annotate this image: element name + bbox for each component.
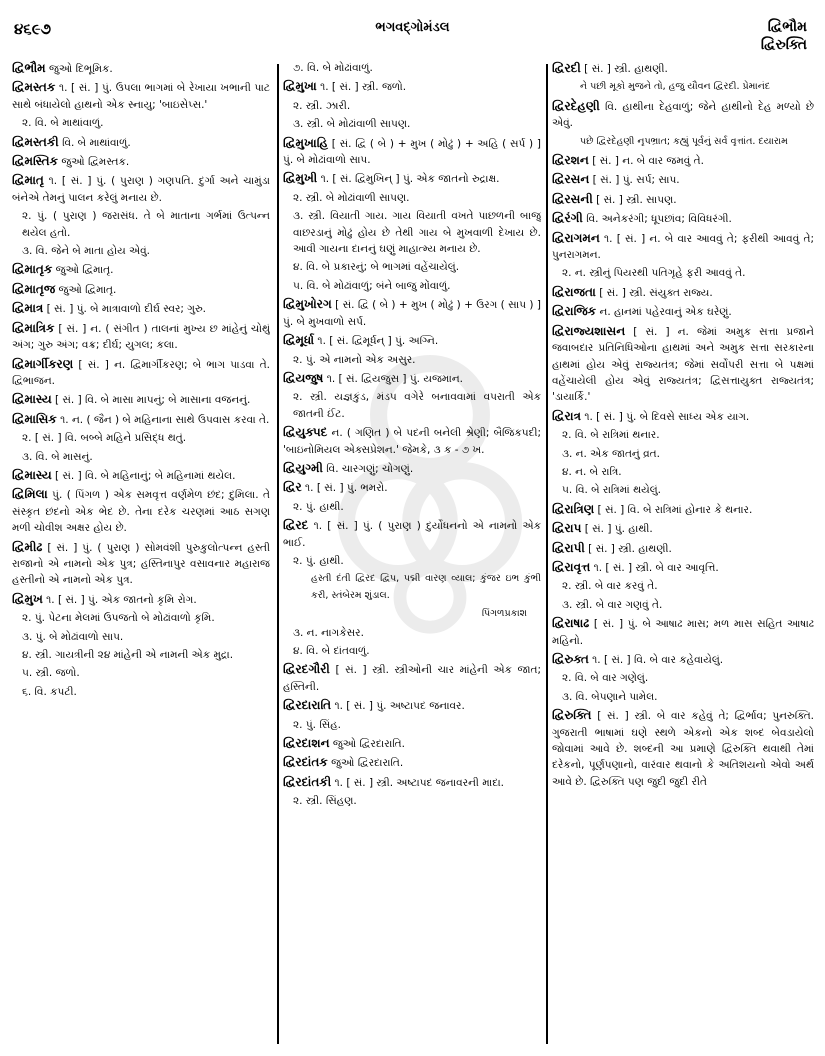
entry-text: ૨. [ સં. ] વિ. બબ્બે મહિને પ્રસિદ્ધ થતું. [22,432,187,445]
entry-sense [283,717,541,733]
entry-text: [ સં. ] સ્ત્રી. સાપણ. [592,193,677,206]
entry-sense [283,98,541,114]
entry-text: ૪. વિ. બે પ્રકારનું; બે ભાગમાં વહેંચાયેલું. [293,261,460,274]
headword: દ્વિયુક્પદ [283,425,328,440]
entry-sense [12,610,270,626]
entry-text: ૨. પું. સિંહ. [293,718,342,731]
column-middle [283,60,541,1050]
dictionary-entry [552,60,814,77]
entry-text: ૧. [ સં. ] પું. એક જાતનો કૃમિ રોગ. [42,593,197,606]
entry-text: [ સં. ] સ્ત્રી. સ્ત્રીઓની ચાર માંહેની એક જાત; હસ્તિની. [283,664,541,693]
entry-text: ૨. પું. હાથી. [293,554,344,567]
dictionary-entry [283,424,541,458]
entry-text: ૧. [ સં. ] પું. અષ્ટાપદ જનાવર. [331,700,465,713]
headword: દ્વિરદગૌરી [283,662,330,677]
dictionary-entry [12,411,270,428]
entry-sense [12,647,270,663]
entry-text: [ સં. ] ન. જેમાં અમુક સત્તા પ્રજાને જવાબદાર પ્રતિનિધિઓના હાથમાં અને અમુક સત્તા સરકારના હાથમાં હોય એવું રાજ્યતંત્ર; જેમાં સર્વોપરી સત્તા બે પક્ષમાં વહેંચાયેલી હોય એવું રાજ્યતંત્ર; દ્વિસત્તાયુક્ત રાજ્યતંત્ર; 'ડાયાર્કિ.' [552,325,814,404]
entry-text: ૩. સ્ત્રી. બે વાર ગણવું તે. [562,598,663,611]
entry-sense [12,115,270,131]
entry-text: [ સં. ] વિ. બે રાત્રિમાં હોનાર કે થનાર. [594,503,753,516]
dictionary-entry [12,391,270,408]
dictionary-entry [12,134,270,151]
headword: દ્વિમાસિક [12,411,57,426]
entry-sense [552,670,814,686]
dictionary-entry [283,78,541,95]
entry-text: ૨. વિ. બે વાર ગણેલું. [562,672,649,685]
headword: દ્વિમાતૃજ [12,281,56,296]
entry-text: ૨. સ્ત્રી. યજ્ઞકુંડ, મંડપ વગેરે બનાવવામાં વપરાતી એક જાતની ઈંટ. [293,391,541,420]
entry-text: ૩. પું. બે મોઢાંવાળો સાપ. [22,630,124,643]
entry-text: ૬. વિ. કપટી. [22,685,77,698]
entry-text: [ સં. ] સ્ત્રી. હાથણી. [584,542,672,555]
entry-sense [12,629,270,645]
dictionary-entry [12,356,270,390]
headword: દ્વિરાવૃત્ત [552,559,591,574]
entry-text: [ સં. દ્વિ ( બે ) + મુખ ( મોઢું ) + અહિ ( સર્પ ) ] પું. બે મોઢાંવાળો સાપ. [283,137,541,167]
headword: દ્વિમૂર્ધા [283,333,315,348]
dictionary-entry [552,152,814,169]
entry-text: વિ. અનેકરંગી; ધૂપછાંવ; વિવિધરંગી. [582,213,732,226]
headword: દ્વિમાતૃ [12,173,44,188]
dictionary-entry [283,774,541,791]
headword: દ્વિરદ [283,518,309,533]
dictionary-entry [283,460,541,477]
entry-text: વિ. ચારગણું; ચોગણું. [322,462,414,475]
guide-word-bottom: દ્વિરુક્તિ [760,37,807,53]
entry-text: ૩. વિ. બે માસનું. [22,450,93,463]
entry-text: [ સં. ] પું. બે આષાઢ માસ; મળ માસ સહિત આષાઢ મહિનો. [552,618,814,647]
entry-text: [ સં. ] પું. બે માત્રાવાળો દીર્ઘ સ્વર; ગુરુ. [43,303,207,316]
quotation [552,79,814,95]
entry-sense [283,208,541,257]
entry-text: ૧. ન. ( જૈન ) બે મહિનાના સાથે ઉપવાસ કરવા તે. [56,413,270,426]
dictionary-entry [552,284,814,301]
column-rule [546,64,548,1044]
headword: દ્વિરુક્ત [552,652,589,666]
headword: દ્વિમાત્રિક [12,320,55,335]
entry-text: ૧. [ સં. ] પું. ભમરો. [301,482,388,495]
entry-text: ૧. [ સં. ] સ્ત્રી. અષ્ટાપદ જનાવરની માદા. [331,776,504,789]
headword: દ્વિરાપી [552,540,585,555]
entry-text: ૫. સ્ત્રી. જળો. [22,667,80,680]
entry-text: જુઓ દ્વિરદારાતિ. [329,738,405,751]
page-number: ૪૬૯૭ [14,20,52,38]
dictionary-entry [283,296,541,330]
headword: દ્વિમાસ્ય [12,467,52,482]
entry-sense [283,278,541,294]
entry-sense [283,116,541,132]
dictionary-entry [552,408,814,425]
entry-sense [552,446,814,462]
entry-text: ન. ( ગણિત ) બે પદની બનેલી શ્રેણી; બૈજિકપદી; 'બાઇનોમિયલ એક્સપ્રેશન.' જેમકે, ૩ ક - ૭ ખ. [283,427,541,456]
entry-text: ૫. વિ. બે રાત્રિમાં થયેલું. [562,484,662,497]
dictionary-entry [552,210,814,227]
entry-sense [552,427,814,443]
entry-sense [552,597,814,613]
entry-text: ૪. સ્ત્રી. ગાયત્રીની ૨૪ માંહેની એ નામની એક મુદ્રા. [22,649,234,661]
headword: દ્વિરદાંતકી [283,774,332,789]
dictionary-entry [12,486,270,536]
headword: દ્વિમુખ [12,591,43,606]
entry-text: [ સં. દ્વિ ( બે ) + મુખ ( મોઢું ) + ઉરગ ( સાપ ) ] પું. બે મુખવાળો સર્પ. [283,299,541,328]
headword: દ્વિરસની [552,191,593,206]
headword: દ્વિરાજતા [552,284,596,299]
column-rule [277,64,279,1044]
guide-words [761,18,807,54]
entry-text: [ સં. ] પું. સર્પ; સાપ. [589,174,680,187]
entry-text: ૨. વિ. બે રાત્રિમાં થનાર. [562,429,660,442]
entry-text: [ સં. ] વિ. બે મહિનાનું; બે મહિનામાં થયેલ. [51,469,236,482]
quotation [283,571,541,604]
entry-text: ૭. વિ. બે મોઢાંવાળું. [293,62,373,74]
entry-text: ૨. સ્ત્રી. બે મોઢાંવાળી સાપણ. [293,191,410,204]
headword: દ્વિભૌમ [12,61,46,75]
headword: દ્વિમાતૃક [12,262,53,277]
entry-text: ૨. પું. એ નામનો એક અસુર. [293,353,416,366]
entry-text: ૨. સ્ત્રી. ઝારી. [293,99,351,112]
entry-text: જુઓ દ્વિરદારાતિ. [327,757,404,770]
dictionary-entry [552,171,814,188]
entry-text: ૧. [ સં. ] પું. ( પુરાણ ) ગણપતિ. દુર્ગા અને ચામુંડા બંનેએ તેમનું પાલન કરેલું મનાય છે. [12,175,270,204]
entry-text: પિંગળપ્રકાશ [481,608,527,620]
dictionary-entry [12,467,270,484]
dictionary-entry [12,153,270,170]
dictionary-entry [12,60,270,77]
entry-text: જુઓ દ્વિમસ્તક. [58,156,130,169]
entry-sense [283,793,541,809]
headword: દ્વિરાગમન [552,230,600,245]
entry-text: ૧. [ સં. દ્વિમુખિન્ ] પું. એક જાતનો રુદ્રાક્ષ. [317,173,500,186]
dictionary-entry [552,501,814,518]
entry-sense [552,464,814,480]
entry-text: ૨. ન. સ્ત્રીનું પિયરથી પતિગૃહે ફરી આવવું તે. [562,267,746,280]
entry-text: ૧. [ સં. ] ન. બે વાર આવવું તે; ફરીથી આવવું તે; પુનરાગમન. [552,232,814,262]
entry-text: હસ્તી દંતી દ્વિરદ દ્વિપ, પદ્મી વારણ વ્યાલ; કુંજર ઇભ કુંભી કરી, સ્તંબેરમ શુંડાલ. [311,573,541,601]
entry-sense [12,243,270,259]
entry-text: ૩. ન. નાગકેસર. [293,626,364,639]
entry-text: ૧. [ સં. ] સ્ત્રી. જળો. [316,81,407,94]
entry-text: ૧. [ સં. ] પું. ઉપલા ભાગમાં બે રેખાયા ખભાની પાટ સાથે બંધાયેલો હાથનો એક સ્નાયુ; 'બાઇસેપ્સ.' [12,82,270,111]
dictionary-entry [283,754,541,771]
headword: દ્વિમસ્તિક [12,154,59,169]
headword: દ્વિરદારાતિ [283,698,332,713]
entry-text: પું. ( પિંગળ ) એક સમવૃત્ત વર્ણમેળ છંદ; દુમિલા. તે સંસ્કૃત છંદનો એક ભેદ છે. તેના દરેક ચરણમાં આઠ સગણ મળી ચોવીશ અક્ષર હોય છે. [12,489,270,535]
entry-text: ૧. [ સં. ] વિ. બે વાર કહેવાયેલું. [588,654,724,666]
headword: દ્વિમાસ્ય [12,392,52,407]
headword: દ્વિમુખી [283,171,318,186]
dictionary-entry [552,520,814,537]
entry-text: ૪. વિ. બે દાંતવાળું. [293,645,370,657]
entry-text: ૧. [ સં. દ્વિમૂર્ધન્ ] પું. અગ્નિ. [314,335,439,348]
entry-text: [ સં. ] વિ. બે માસા માપનું; બે માસાના વજનનું. [51,394,251,407]
running-title: ભગવદ્ગોમંડલ [375,20,450,35]
headword: દ્વિરાત્ર [552,408,581,423]
dictionary-entry [552,707,814,790]
entry-text: ૨. સ્ત્રી. સિંહણ. [293,795,357,808]
page-header [0,14,825,60]
column-right [552,60,814,1050]
dictionary-entry [12,300,270,317]
entry-text: ૨. પું. ( પુરાણ ) જરાસંધ. તે બે માતાના ગર્ભમાં ઉત્પન્ન થયેલ હતો. [22,210,270,239]
dictionary-entry [12,172,270,206]
entry-text: જુઓ દ્વિમાતૃ. [55,283,117,296]
dictionary-entry [552,191,814,208]
headword: દ્વિરુક્તિ [552,708,592,723]
entry-sense [12,208,270,241]
entry-text: ૪. ન. બે રાત્રિ. [562,465,622,478]
dictionary-entry [552,323,814,406]
entry-text: ૩. ન. એક જાતનું વ્રત. [562,447,660,460]
dictionary-entry [12,591,270,608]
entry-text: [ સં. ] પું. હાથી. [581,523,653,536]
column-left [12,60,270,1050]
dictionary-entry [283,170,541,187]
entry-sense [12,684,270,700]
entry-sense [283,553,541,569]
headword: દ્વિમસ્તકી [12,134,59,149]
headword: દ્વિરાજ્યશાસન [552,323,626,338]
dictionary-entry [12,261,270,278]
entry-text: ૩. વિ. બેપણાને પામેલ. [562,690,658,703]
dictionary-entry [283,479,541,496]
headword: દ્વિમાત્ર [12,301,44,316]
guide-word-top: દ્વિભૌમ [767,19,807,35]
headword: દ્વિમસ્તક [12,80,56,95]
entry-text: [ સં. ] ન. દ્વિમાર્ગીકરણ; બે ભાગ પાડવા તે. દ્વિભાજન. [12,358,270,387]
entry-text: [ સં. ] સ્ત્રી. સંયુક્ત રાજ્ય. [595,286,713,299]
entry-text: [ સં. ] ન. ( સંગીત ) તાલનાં મુખ્ય છ માંહેનું ચોથું અંગ; ગુરુ અંગ; વક્ર; દીર્ઘ; યુગલ; કલા. [12,322,270,352]
entry-text: [ સં. ] સ્ત્રી. હાથણી. [580,63,668,75]
quotation [283,606,541,622]
entry-text: ૧. [ સં. ] પું. બે દિવસે સાધ્ય એક યાગ. [581,410,750,423]
dictionary-entry [283,517,541,551]
entry-text: ૨. પું. પેટના મેલમાં ઉપજતો બે મોઢાંવાળો કૃમિ. [22,612,215,625]
entry-text: [ સં. ] પું. ( પુરાણ ) સોમવંશી પુરુકુલોત્પન્ન હસ્તી રાજાનો એ નામનો એક પુત્ર; હસ્તિનાપુર વસાવનાર મહારાજ હસ્તીનો એ નામનો એક પુત્ર. [12,541,270,587]
entry-sense [552,578,814,594]
entry-text: ૩. સ્ત્રી. વિયાતી ગાય. ગાય વિયાતી વખતે પાછળની બાજુ વાછરડાનું મોઢું હોય છે તેથી ગાય બે મુખવાળી દેખાય છે. આવી ગાયના દાનનું ઘણું માહાત્મ્ય મનાય છે. [293,210,541,256]
dictionary-entry [552,303,814,320]
headword: દ્વિરાજિક [552,304,597,319]
dictionary-entry [283,661,541,695]
entry-text: ૧. [ સં. દ્વિયજુસ ] પું. યજમાન. [323,372,464,385]
entry-text: ને પછી મૂકો મુજને તો, હજુ યૌવન દ્વિરદી. પ્રેમાનંદ [580,81,771,93]
entry-text: ન. હાનમાં પહેરવાનું એક ઘરેણું. [596,306,732,319]
headword: દ્વિરદાંતક [283,755,328,770]
dictionary-entry [283,370,541,387]
quotation [552,134,814,150]
dictionary-entry [552,230,814,264]
headword: દ્વિરાપ [552,521,582,536]
headword: દ્વિમીઢ [12,539,43,554]
headword: દ્વિરશન [552,153,589,168]
dictionary-entry [283,735,541,752]
entry-text: ૨. પું. હાથી. [293,500,344,513]
headword: દ્વિરાષાઢ [552,616,590,631]
headword: દ્વિર [283,480,302,495]
entry-sense [552,689,814,705]
dictionary-entry [283,332,541,349]
headword: દ્વિયજુષ [283,370,324,385]
dictionary-entry [552,615,814,649]
entry-text: [ સં. ] સ્ત્રી. બે વાર કહેવું તે; દ્વિર્ભાવ; પુનરુક્તિ. ગુજરાતી ભાષામાં ઘણે સ્થળે એકનો એક શબ્દ બેવડાયેલો જોવામાં આવે છે. શબ્દની આ પ્રમાણે દ્વિરુક્તિ થવાથી તેમાં દરેકનો, પૂર્ણપણાનો, વારંવાર થવાનો કે અતિશયનો એવો અર્થ આવે છે. દ્વિરુક્તિ પણ જુદી જુદી રીતે [552,710,814,788]
headword: દ્વિરાત્રિણ [552,501,595,516]
headword: દ્વિમાર્ગીકરણ [12,356,74,371]
entry-text: ૧. [ સં. ] પું. ( પુરાણ ) દુર્યોધનનો એ નામનો એક ભાઈ. [283,520,541,549]
dictionary-entry [552,540,814,557]
dictionary-entry [12,320,270,354]
entry-text: જુઓ દિભૂમિક. [45,63,113,75]
entry-sense [552,265,814,281]
headword: દ્વિયુગ્મી [283,460,323,475]
headword: દ્વિરદેહણી [552,98,600,113]
entry-text: [ સં. ] ન. બે વાર જમવું તે. [588,155,704,168]
entry-sense [12,449,270,465]
headword: દ્વિમુખા [283,79,317,94]
entry-sense [283,352,541,368]
dictionary-entry [283,697,541,714]
entry-sense [283,389,541,422]
entry-text: ૧. [ સં. ] સ્ત્રી. બે વાર આવૃત્તિ. [590,561,719,574]
entry-sense [12,430,270,446]
entry-sense [283,190,541,206]
headword: દ્વિરદી [552,61,581,75]
entry-text: જુઓ દ્વિમાતૃ. [52,264,114,277]
headword: દ્વિરસન [552,172,590,187]
headword: દ્વિમુખોરગ [283,297,332,312]
entry-text: પછે દ્વિરદેહણી નૃપભ્રાત; કહ્યું પૂર્વનું સર્વ વૃત્તાંત. દયારામ [580,135,788,147]
entry-sense [283,60,541,76]
entry-sense [283,625,541,641]
entry-sense [283,643,541,659]
dictionary-entry [552,98,814,132]
entry-text: ૫. વિ. બે મોઢાંવાળું; બંને બાજુ મોંવાળું. [293,279,451,292]
headword: દ્વિરદાશન [283,736,330,751]
entry-sense [283,499,541,515]
entry-text: ૩. વિ. જેને બે માતા હોય એવું. [22,245,150,258]
entry-text: વિ. હાથીના દેહવાળું; જેને હાથીનો દેહ મળ્યો છે એવું. [552,100,814,130]
dictionary-entry [12,281,270,298]
entry-text: ૩. સ્ત્રી. બે મોઢાંવાળી સાપણ. [293,118,411,131]
entry-sense [12,665,270,681]
entry-text: ૨. સ્ત્રી. બે વાર કરવું તે. [562,580,658,593]
dictionary-entry [552,559,814,576]
entry-sense [283,259,541,275]
entry-text: વિ. બે માથાંવાળું. [58,136,131,149]
entry-text: ૨. વિ. બે માથાંવાળું. [22,117,104,130]
headword: દ્વિમિલા [12,487,48,502]
dictionary-entry [12,79,270,113]
dictionary-entry [12,539,270,589]
dictionary-entry [552,651,814,668]
entry-sense [552,482,814,498]
dictionary-entry [283,135,541,169]
headword: દ્વિરંગી [552,211,583,226]
headword: દ્વિમુખાહિ [283,135,328,150]
